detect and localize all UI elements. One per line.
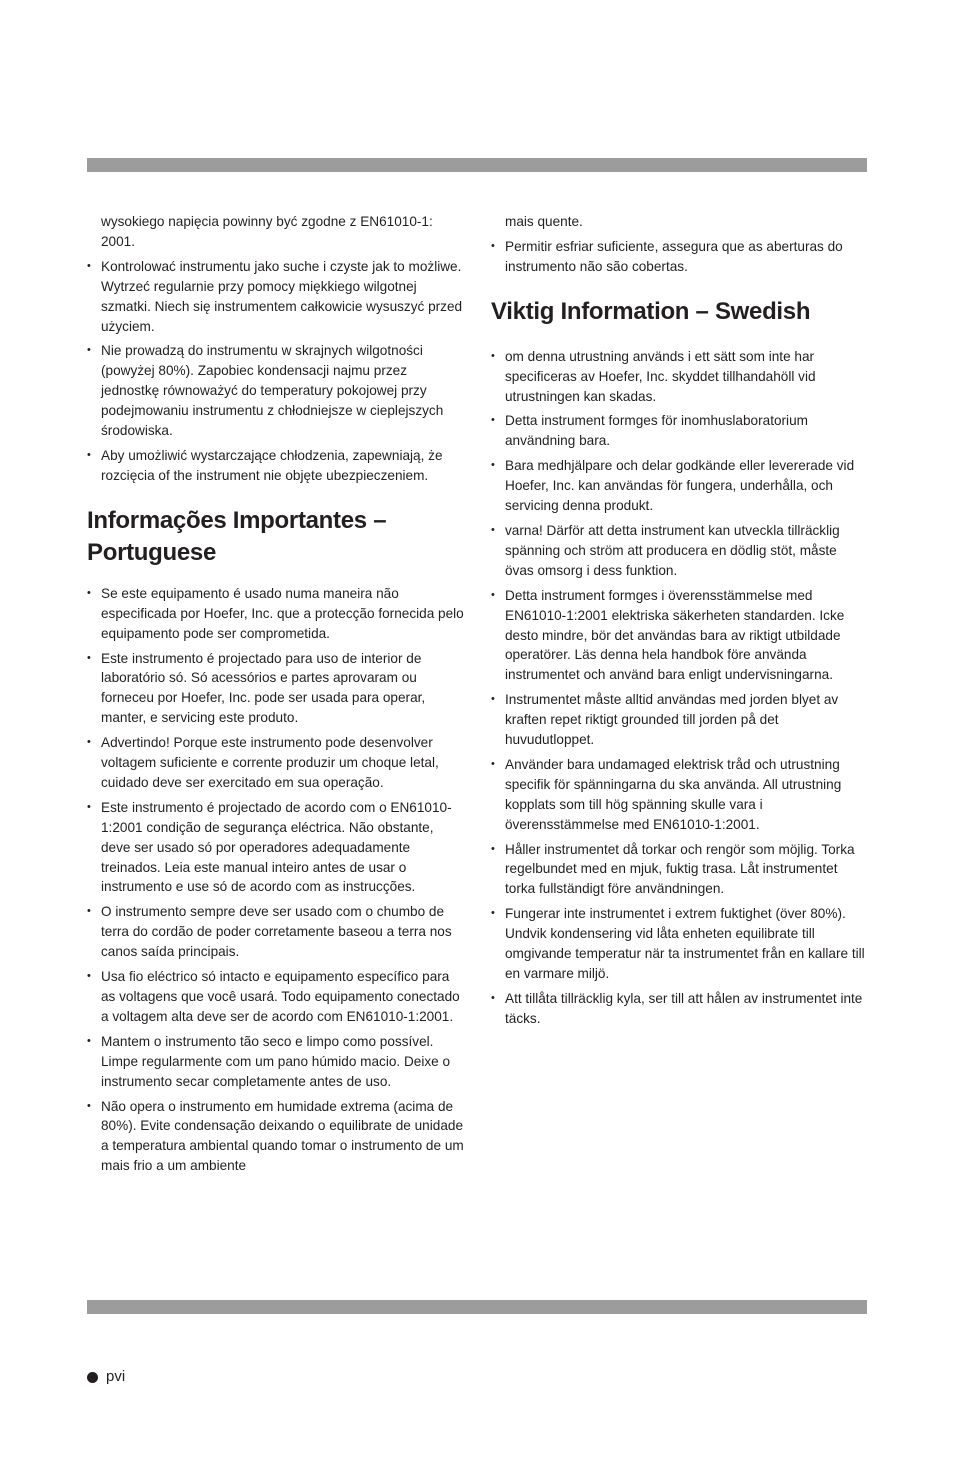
polish-continuation — [87, 212, 465, 252]
swedish-heading: Viktig Information – Swedish — [491, 297, 811, 325]
bullet-glyph: • — [491, 239, 495, 252]
list-item-text: Fungerar inte instrumentet i extrem fuktighet (över 80%). Undvik kondensering vid låta enheten equilibrate till omgivande temperatur när ta instrumentet från en kallare till en varmare miljö. — [505, 906, 865, 981]
list-item — [491, 840, 869, 900]
list-item-text: O instrumento sempre deve ser usado com o chumbo de terra do cordão de poder corretamente baseou a terra nos canos saída principais. — [101, 904, 452, 960]
list-item — [491, 411, 869, 451]
list-item — [491, 989, 869, 1029]
list-item-text: Håller instrumentet då torkar och rengör som möjlig. Torka regelbundet med en mjuk, fuktig trasa. Låt instrumentet torka fullständigt före användningen. — [505, 841, 855, 897]
list-item-text: varna! Därför att detta instrument kan utveckla tillräcklig spänning och ström att producera en dödlig stöt, måste övas omsorg i dess funktion. — [505, 522, 840, 578]
portuguese-continuation-text: mais quente. — [505, 214, 583, 229]
header-rule — [87, 158, 867, 172]
list-item-text: Nie prowadzą do instrumentu w skrajnych wilgotności (powyżej 80%). Zapobiec kondensacji najmu przez jednostkę równoważyć do temperatury pokojowej przy podejmowaniu instrumentu z chłodniejsze w cieplejszych środowiska. — [101, 343, 444, 439]
list-item-text: Bara medhjälpare och delar godkände eller levererade vid Hoefer, Inc. kan användas för fungera, underhålla, och servicing denna produkt. — [505, 458, 855, 514]
bullet-glyph: • — [87, 448, 91, 461]
bullet-glyph: • — [87, 1034, 91, 1047]
list-item — [87, 446, 465, 486]
list-item-text: Não opera o instrumento em humidade extrema (acima de 80%). Evite condensação deixando o equilibrate de unidade a temperatura ambiental quando tomar o instrumento de um mais frio a um ambiente — [101, 1098, 464, 1174]
list-item-text: Detta instrument formges i överensstämmelse med EN61010-1:2001 elektriska säkerheten standarden. Icke desto mindre, bör det användas bara av riktigt utbildade operatörer. Läs denna hela handbok före använda instrumentet och använd bara enligt undervisningarna. — [505, 587, 845, 683]
bullet-glyph: • — [491, 414, 495, 427]
portuguese-heading: Informações Importantes – Portuguese — [87, 506, 387, 566]
list-item — [491, 586, 869, 686]
list-item — [87, 649, 465, 729]
list-item-text: Se este equipamento é usado numa maneira não especificada por Hoefer, Inc. que a protecção fornecida pelo equipamento pode ser comprometida. — [101, 585, 464, 641]
list-item — [87, 902, 465, 962]
bullet-glyph: • — [491, 459, 495, 472]
bullet-glyph: • — [87, 800, 91, 813]
list-item-text: Este instrumento é projectado para uso de interior de laboratório só. Só acessórios e partes aprovaram ou forneceu por Hoefer, Inc. pode ser usada para operar, manter, e servicing este produto. — [101, 650, 426, 726]
bullet-glyph: • — [87, 651, 91, 664]
page-number: pvi — [106, 1368, 126, 1385]
bullet-glyph: • — [491, 991, 495, 1004]
list-item — [87, 967, 465, 1027]
list-item-text: Att tillåta tillräcklig kyla, ser till att hålen av instrumentet inte täcks. — [505, 990, 863, 1026]
list-item — [491, 755, 869, 835]
list-item — [87, 1032, 465, 1092]
list-item-text: Instrumentet måste alltid användas med jorden blyet av kraften repet riktigt grounded till jorden på det huvudutloppet. — [505, 692, 839, 748]
footer-rule — [87, 1300, 867, 1314]
bullet-glyph: • — [87, 1099, 91, 1112]
bullet-glyph: • — [491, 757, 495, 770]
bullet-glyph: • — [87, 736, 91, 749]
list-item — [491, 521, 869, 581]
bullet-glyph: • — [87, 905, 91, 918]
list-item — [491, 347, 869, 407]
bullet-glyph: • — [491, 693, 495, 706]
list-item — [491, 456, 869, 516]
bullet-glyph: • — [491, 842, 495, 855]
list-item — [87, 733, 465, 793]
left-column — [87, 212, 465, 1181]
bullet-glyph: • — [87, 259, 91, 272]
portuguese-continuation — [491, 212, 869, 232]
bullet-glyph: • — [491, 523, 495, 536]
list-item-text: Aby umożliwić wystarczające chłodzenia, zapewniają, że rozcięcia of the instrument nie objęte ubezpieczeniem. — [101, 447, 443, 483]
bullet-icon — [87, 1372, 98, 1383]
list-item-text: Mantem o instrumento tão seco e limpo como possível. Limpe regularmente com um pano húmido macio. Deixe o instrumento secar completamente antes de uso. — [101, 1033, 451, 1089]
list-item — [491, 237, 869, 277]
list-item-text: Använder bara undamaged elektrisk tråd och utrustning specifik för spänningarna du ska använda. All utrustning kopplats som till hög spänning skulle vara i överensstämmelse med EN61010-1:2001. — [505, 756, 842, 832]
list-item — [87, 257, 465, 337]
list-item-text: Detta instrument formges för inomhuslaboratorium användning bara. — [505, 413, 808, 449]
list-item-text: Advertindo! Porque este instrumento pode desenvolver voltagem suficiente e corrente produzir um choque letal, cuidado deve ser exercitado em sua operação. — [101, 735, 439, 790]
list-item — [87, 341, 465, 441]
list-item-text: om denna utrustning används i ett sätt som inte har specificeras av Hoefer, Inc. skyddet tillhandahöll vid utrustningen kan skadas. — [505, 348, 816, 404]
right-column — [491, 212, 869, 1034]
bullet-glyph: • — [87, 586, 91, 599]
list-item — [491, 904, 869, 984]
list-item — [87, 1097, 465, 1177]
list-item — [87, 798, 465, 898]
list-item-text: Kontrolować instrumentu jako suche i czyste jak to możliwe. Wytrzeć regularnie przy pomocy miękkiego wilgotnej szmatki. Niech się instrumentem całkowicie wysuszyć przed użyciem. — [101, 258, 463, 334]
bullet-glyph: • — [87, 344, 91, 357]
list-item-text: Este instrumento é projectado de acordo com o EN61010-1:2001 condição de segurança eléctrica. Não obstante, deve ser usado só por operadores adequadamente treinados. Leia este manual inteiro antes de usar o instrumento e use só de acordo com as instrucções. — [101, 799, 452, 895]
bullet-glyph: • — [491, 349, 495, 362]
bullet-glyph: • — [491, 907, 495, 920]
page-footer — [87, 1367, 125, 1387]
bullet-glyph: • — [87, 970, 91, 983]
polish-continuation-text: wysokiego napięcia powinny być zgodne z EN61010-1: 2001. — [101, 214, 433, 249]
list-item-text: Permitir esfriar suficiente, assegura que as aberturas do instrumento não são cobertas. — [505, 238, 843, 274]
list-item — [491, 690, 869, 750]
list-item-text: Usa fio eléctrico só intacto e equipamento específico para as voltagens que você usará. Todo equipamento conectado a voltagem alta deve ser de acordo com EN61010-1:2001. — [101, 969, 460, 1024]
bullet-glyph: • — [491, 588, 495, 601]
list-item — [87, 584, 465, 644]
